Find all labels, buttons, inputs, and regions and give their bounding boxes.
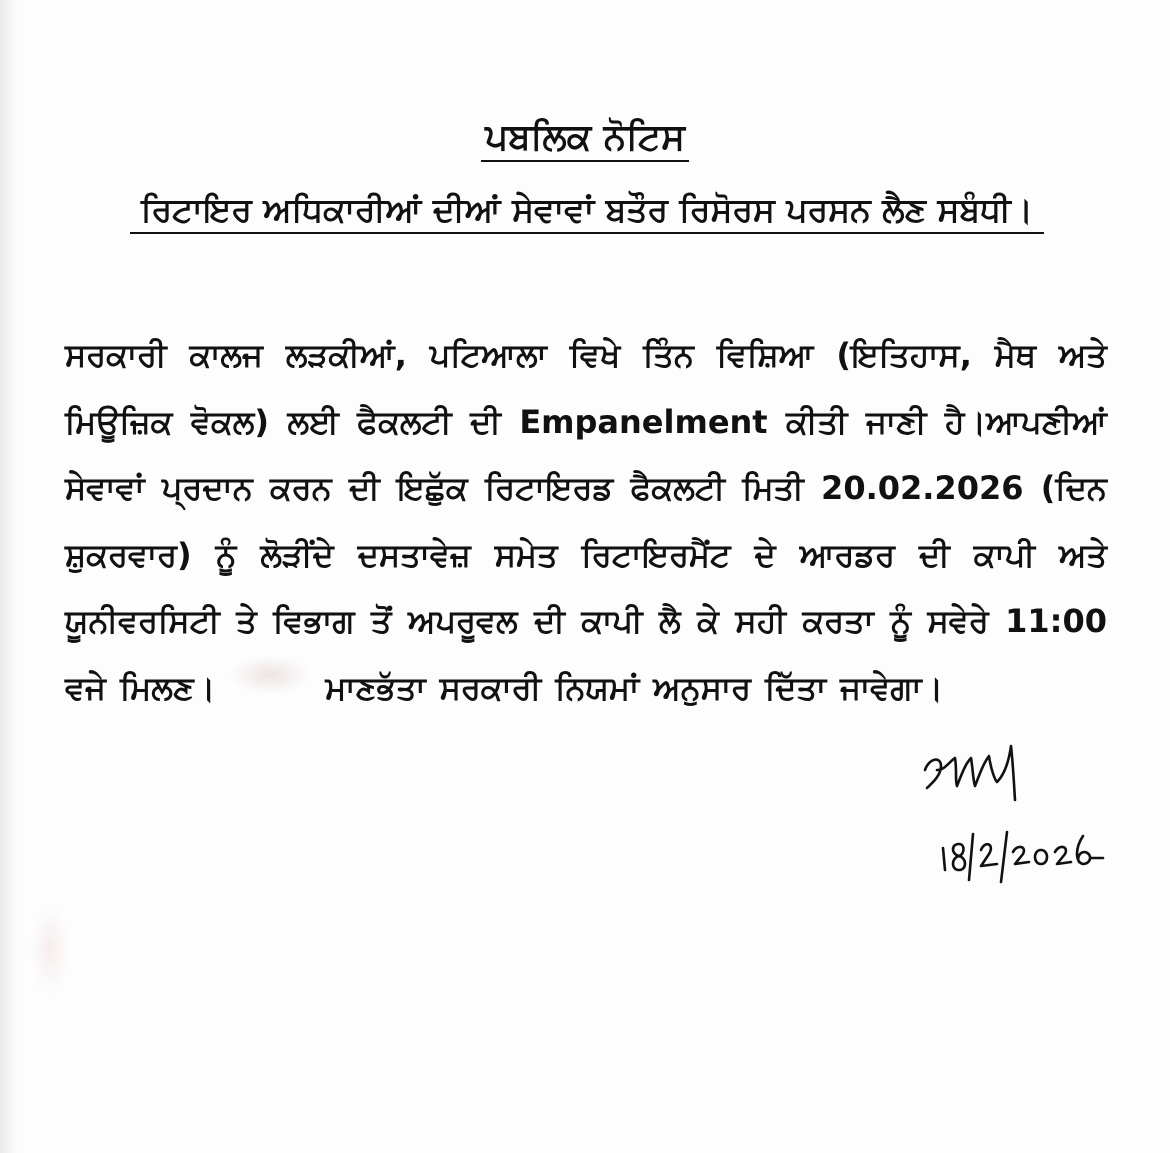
body-word: ਤੇ xyxy=(236,602,257,640)
body-word: ਸਰਕਾਰੀ xyxy=(439,668,542,707)
body-word: ਕਾਲਜ xyxy=(189,336,263,374)
body-word: ਵਿਖੇ xyxy=(569,336,621,374)
body-word: ਸਵੇਰੇ xyxy=(927,602,989,640)
body-word: ਅਨੁਸਾਰ xyxy=(653,668,751,707)
body-word: ਰਿਟਾਇਰਡ xyxy=(484,469,614,507)
body-line-4 xyxy=(65,522,1107,589)
body-word: ਆਰਡਰ xyxy=(799,535,895,574)
body-word: ਨੂੰ xyxy=(890,602,912,640)
body-line-2 xyxy=(65,389,1107,456)
page-edge-shadow xyxy=(0,0,18,1153)
body-word: ਪ੍ਰਦਾਨ xyxy=(161,469,253,507)
body-word: ਲੜਕੀਆਂ, xyxy=(285,336,407,374)
body-line-1 xyxy=(65,322,1107,389)
body-word: ਲਈ xyxy=(287,402,339,441)
body-word: ਮੈਥ xyxy=(994,336,1037,374)
body-word: ਕੀਤੀ xyxy=(786,402,848,441)
body-word: 20.02.2026 xyxy=(821,469,1024,507)
notice-subtitle: ਰਿਟਾਇਰ ਅਧਿਕਾਰੀਆਂ ਦੀਆਂ ਸੇਵਾਵਾਂ ਬਤੌਰ ਰਿਸੋਰਸ ਪਰਸਨ ਲੈਣ ਸਬੰਧੀ। xyxy=(130,188,1044,234)
body-word: ਵੋਕਲ) xyxy=(190,402,270,441)
body-word: ਇਛੁੱਕ xyxy=(397,469,468,507)
scan-artifact xyxy=(30,905,70,995)
body-word: (ਇਤਿਹਾਸ, xyxy=(836,336,972,374)
body-word: ਦਸਤਾਵੇਜ਼ xyxy=(357,535,471,574)
notice-title xyxy=(0,116,1170,160)
body-line-3 xyxy=(65,455,1107,522)
body-word: ਨੂੰ xyxy=(215,535,237,574)
body-line-5 xyxy=(65,588,1107,655)
body-word: ਤੋਂ xyxy=(371,602,392,640)
body-word: ਵਿਭਾਗ xyxy=(273,602,355,640)
body-word: ਜਾਵੇਗਾ। xyxy=(840,668,944,707)
body-word: ਦੀ xyxy=(348,469,380,507)
body-word: ਦਿੱਤਾ xyxy=(764,668,827,707)
smudged-text-mark xyxy=(229,655,311,695)
body-line-6-end xyxy=(325,655,957,722)
body-word: ਵਿਸ਼ਿਆ xyxy=(716,336,814,374)
body-word: ਸਹੀ xyxy=(735,602,787,640)
body-word: ਦੀ xyxy=(470,402,501,441)
body-word: ਫੈਕਲਟੀ xyxy=(630,469,725,507)
body-word: ਫੈਕਲਟੀ xyxy=(357,402,452,441)
body-word: ਪਟਿਆਲਾ xyxy=(429,336,547,374)
body-word: ਨਿਯਮਾਂ xyxy=(555,668,640,707)
body-word: ਲੋੜੀਂਦੇ xyxy=(260,535,334,574)
body-word: ਕਰਨ xyxy=(269,469,332,507)
body-word: ਕਾਪੀ xyxy=(973,535,1036,574)
body-word: ਸਰਕਾਰੀ xyxy=(65,336,167,374)
body-word: ਮਾਣਭੱਤਾ xyxy=(325,668,426,707)
body-line-6 xyxy=(65,655,1107,722)
body-word: ਮਿਤੀ xyxy=(742,469,804,507)
body-word: ਤਿੰਨ xyxy=(643,336,694,374)
body-word: ਕਰਤਾ xyxy=(802,602,874,640)
body-word: ਸਮੇਤ xyxy=(494,535,558,574)
body-line-6-start xyxy=(65,655,229,722)
body-word: ਹੈ।ਆਪਣੀਆਂ xyxy=(944,402,1107,441)
body-word: ਅਤੇ xyxy=(1058,535,1107,574)
notice-title-text: ਪਬਲਿਕ ਨੋਟਿਸ xyxy=(481,117,689,162)
body-word: ਰਿਟਾਇਰਮੈਂਟ xyxy=(581,535,731,574)
body-word: ਸੇਵਾਵਾਂ xyxy=(65,469,145,507)
body-word: Empanelment xyxy=(519,402,768,441)
body-word: ਮਿਊਜ਼ਿਕ xyxy=(65,402,173,441)
notice-body xyxy=(65,322,1107,721)
body-word: 11:00 xyxy=(1005,602,1107,640)
body-word: ਯੂਨੀਵਰਸਿਟੀ xyxy=(65,602,220,640)
body-word: ਅਤੇ xyxy=(1058,336,1107,374)
body-word: ਜਾਣੀ xyxy=(865,402,927,441)
body-word: ਸ਼ੁਕਰਵਾਰ) xyxy=(65,535,192,574)
body-word: ਕਾਪੀ xyxy=(581,602,643,640)
body-word: ਦੇ xyxy=(754,535,776,574)
body-word: ਅਪਰੂਵਲ xyxy=(407,602,518,640)
body-word: ਕੇ xyxy=(697,602,719,640)
body-word: ਮਿਲਣ। xyxy=(119,668,216,707)
body-word: ਦੀ xyxy=(534,602,565,640)
body-word: (ਦਿਨ xyxy=(1040,469,1107,507)
handwritten-signature xyxy=(915,740,1145,890)
body-word: ਵਜੇ xyxy=(65,668,106,707)
body-word: ਦੀ xyxy=(918,535,950,574)
body-word: ਲੈ xyxy=(659,602,681,640)
